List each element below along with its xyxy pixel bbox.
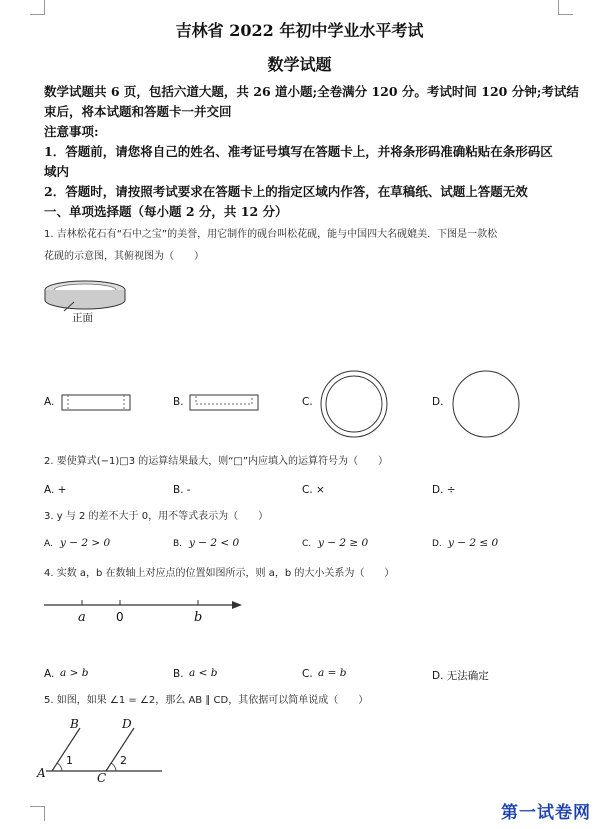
site-logo: 第一试卷网 [501,803,591,823]
crop-mark-bottom-left [30,806,45,821]
q1-line-2: 花砚的示意图，其俯视图为（ ） [44,251,204,262]
q2-option-b[interactable]: B. - [173,484,191,496]
q4-option-c[interactable]: C. [302,668,313,680]
parallel-lines-figure [44,716,169,786]
number-line [44,598,244,612]
q3-option-c-expr: y − 2 ≥ 0 [318,537,369,549]
point-a-label: A [37,766,46,780]
q1-option-c-figure [318,368,390,440]
point-d-label: D [122,717,132,731]
point-c-label: C [97,771,107,785]
inkstone-figure [44,276,154,328]
note-2: 2．答题时，请按照考试要求在答题卡上的指定区域内作答，在草稿纸、试题上答题无效 [44,184,528,199]
number-line-label-b: b [194,610,203,625]
note-1-line-2: 域内 [44,164,70,179]
q3-option-d[interactable]: D. [432,539,442,549]
q3-option-b[interactable]: B. [173,539,183,549]
q1-option-b-figure [188,393,260,413]
q3-option-a-expr: y − 2 > 0 [60,537,111,549]
q1-option-a-figure [60,393,132,413]
q4-option-d[interactable]: D. 无法确定 [432,670,489,682]
q1-option-d-figure [450,368,522,440]
q1-option-a[interactable]: A. [44,396,55,408]
q3-text: 3. y 与 2 的差不大于 0，用不等式表示为（ ） [44,511,269,522]
q3-option-a[interactable]: A. [44,539,53,549]
notice-label: 注意事项: [44,124,99,139]
number-line-label-a: a [78,610,86,625]
q5-text: 5. 如图，如果 ∠1 = ∠2，那么 AB ∥ CD，其依据可以简单说成（ ） [44,695,369,706]
angle-2-label: 2 [120,754,127,767]
page-subtitle: 数学试题 [267,55,332,74]
q2-option-c[interactable]: C. × [302,484,325,496]
q2-text: 2. 要使算式(−1)□3 的运算结果最大，则“□”内应填入的运算符号为（ ） [44,456,389,467]
q3-option-d-expr: y − 2 ≤ 0 [448,537,499,549]
q4-option-b[interactable]: B. [173,668,184,680]
q1-option-d[interactable]: D. [432,396,444,408]
q4-option-b-expr: a < b [189,667,218,679]
q2-option-d[interactable]: D. ÷ [432,484,456,496]
inkstone-front-label: 正面 [72,312,93,324]
q3-option-b-expr: y − 2 < 0 [189,537,240,549]
crop-mark-top-right [558,0,573,15]
q1-line-1: 1. 吉林松花石有“石中之宝”的美誉，用它制作的砚台叫松花砚，能与中国四大名砚媲美．下图是一款松 [44,229,498,240]
crop-mark-top-left [30,0,45,15]
note-1-line-1: 1．答题前，请您将自己的姓名、准考证号填写在答题卡上，并将条形码准确粘贴在条形码区 [44,144,553,159]
q4-option-a-expr: a > b [60,667,89,679]
angle-1-label: 1 [66,754,73,767]
q2-option-a[interactable]: A. + [44,484,67,496]
q3-option-c[interactable]: C. [302,539,312,549]
q4-option-a[interactable]: A. [44,668,55,680]
number-line-label-zero: 0 [116,610,124,624]
q4-text: 4. 实数 a，b 在数轴上对应点的位置如图所示，则 a，b 的大小关系为（ ） [44,568,395,579]
point-b-label: B [70,717,79,731]
intro-line-1: 数学试题共 6 页，包括六道大题，共 26 道小题;全卷满分 120 分。考试时间 120 分钟;考试结 [44,84,579,99]
q1-option-c[interactable]: C. [302,396,313,408]
q1-option-b[interactable]: B. [173,396,184,408]
page-title: 吉林省 2022 年初中学业水平考试 [175,21,424,40]
q4-option-c-expr: a = b [318,667,347,679]
section-heading: 一、单项选择题（每小题 2 分，共 12 分） [44,204,288,219]
intro-line-2: 束后，将本试题和答题卡一并交回 [44,104,232,119]
